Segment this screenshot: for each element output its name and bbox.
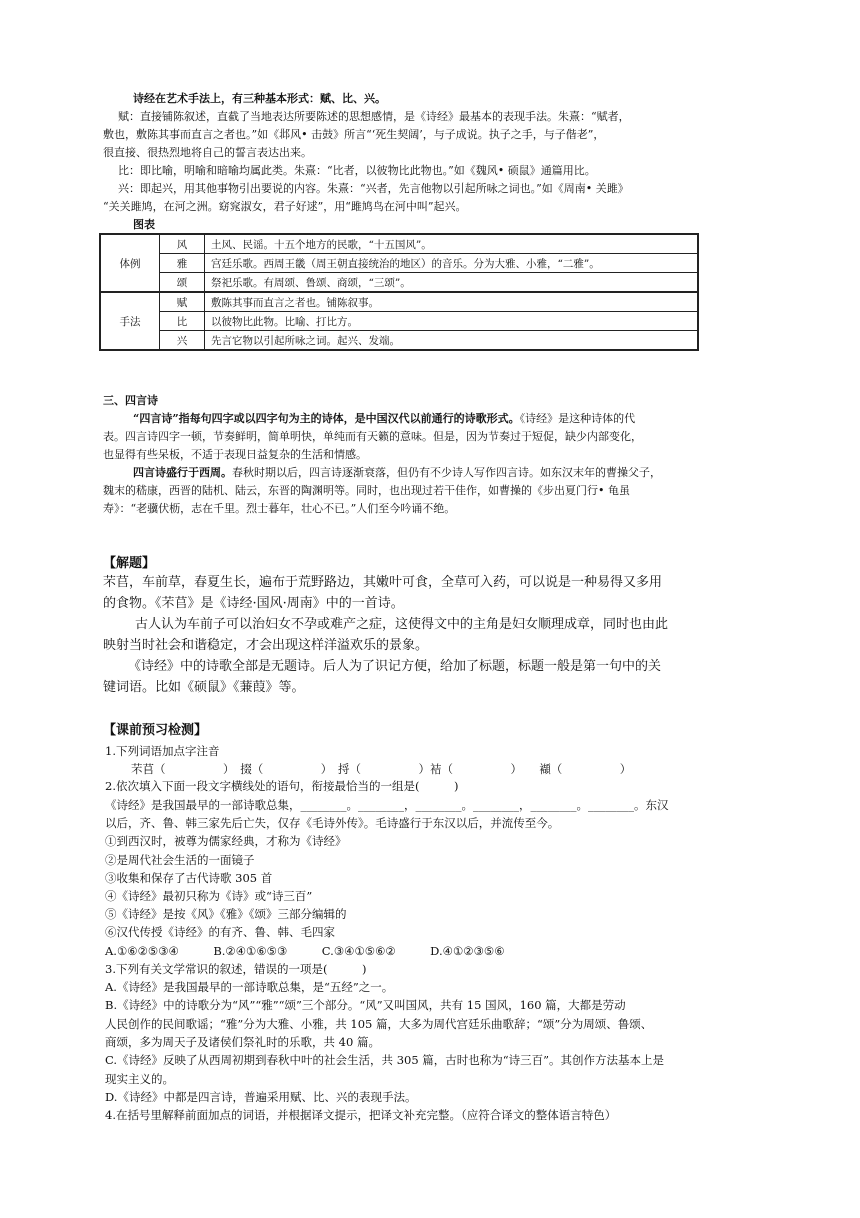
section3-p2-rest: 春秋时期以后，四言诗逐渐衰落，但仍有不少诗人写作四言诗。如东汉末年的曹操父子， (232, 466, 661, 479)
jieti-line-1: 芣苢，车前草，春夏生长，遍布于荒野路边，其嫩叶可食，全草可入药，可以说是一种易得又多用 (103, 575, 663, 590)
section3-p1-line-3: 也显得有些呆板，不适于表现日益复杂的生活和情感。 (103, 448, 367, 461)
jieti-line-3: 古人认为车前子可以治妇女不孕或难产之症，这使得文中的主角是妇女顺理成章，同时也由此 (135, 617, 669, 632)
xing-line-1: 兴：即起兴，用其他事物引出要说的内容。朱熹：“兴者，先言他物以引起所咏之词也。”如《周南• 关雎》 (118, 182, 629, 195)
q2-option-4: ④《诗经》最初只称为《诗》或“诗三百” (105, 889, 313, 903)
table-key: 赋 (160, 292, 205, 312)
section3-title: 三、四言诗 (103, 394, 158, 407)
table-key: 兴 (160, 331, 205, 351)
q3-choice-d: D.《诗经》中都是四言诗，普遍采用赋、比、兴的表现手法。 (105, 1090, 417, 1104)
xing-line-2: “关关雎鸠，在河之洲。窈窕淑女，君子好逑”，用“雎鸠鸟在河中叫”起兴。 (103, 200, 467, 213)
q3-choice-a: A.《诗经》是我国最早的一部诗歌总集，是“五经”之一。 (105, 980, 394, 994)
jieti-line-4: 映射当时社会和谐稳定，才会出现这样洋溢欢乐的景象。 (103, 638, 429, 653)
group-tili: 体例 (100, 234, 160, 292)
q2-text: 2.依次填入下面一段文字横线处的语句，衔接最恰当的一组是( ) (105, 779, 459, 793)
group-shoufa: 手法 (100, 292, 160, 350)
q2-passage-2: 以后，齐、鲁、韩三家先后亡失，仅存《毛诗外传》。毛诗盛行于东汉以后，并流传至今。 (105, 816, 560, 830)
intro-heading: 诗经在艺术手法上，有三种基本形式：赋、比、兴。 (133, 92, 386, 105)
bi-line-1: 比：即比喻，明喻和暗喻均属此类。朱熹：“比者，以彼物比此物也。”如《魏风• 硕鼠》通篇用比。 (118, 164, 596, 177)
section3-p1-rest: 《诗经》是这种诗体的代 (519, 412, 636, 425)
table-value: 以彼物比此物。比喻、打比方。 (205, 312, 699, 331)
q2-passage-1: 《诗经》是我国最早的一部诗歌总集，________。________，________。________，________。________。东汉 (105, 798, 669, 812)
q2-option-2: ②是周代社会生活的一面镜子 (105, 853, 255, 867)
section3-p2-bold: 四言诗盛行于西周。 (133, 466, 232, 479)
q2-option-1: ①到西汉时，被尊为儒家经典，才称为《诗经》 (105, 834, 347, 848)
jieti-line-5: 《诗经》中的诗歌全部是无题诗。后人为了识记方便，给加了标题，标题一般是第一句中的关 (128, 659, 662, 674)
q3-choice-c-line-2: 现实主义的。 (105, 1072, 174, 1086)
q3-choice-b-line-3: 商颂，多为周天子及诸侯们祭礼时的乐歌，共 40 篇。 (105, 1035, 380, 1049)
table-value: 宫廷乐歌。西周王畿（周王朝直接统治的地区）的音乐。分为大雅、小雅，“二雅”。 (205, 254, 699, 273)
table-key: 雅 (160, 254, 205, 273)
section3-p2-line-3: 寿》：“老骥伏枥，志在千里。烈士暮年，壮心不已。”人们至今吟诵不绝。 (103, 502, 456, 515)
q1-text: 1.下列词语加点字注音 (105, 744, 220, 758)
q4-text: 4.在括号里解释前面加点的词语，并根据译文提示，把译文补充完整。（应符合译文的整体语言特色） (105, 1108, 617, 1122)
section3-p2-line-1 (133, 465, 661, 480)
q2-option-6: ⑥汉代传授《诗经》的有齐、鲁、韩、毛四家 (105, 925, 335, 939)
jieti-line-6: 键词语。比如《硕鼠》《蒹葭》等。 (103, 680, 305, 695)
section3-p1-line-1 (133, 411, 635, 426)
preview-title: 【课前预习检测】 (103, 723, 208, 738)
jieti-title: 【解题】 (103, 556, 156, 571)
table-key: 比 (160, 312, 205, 331)
table-label: 图表 (133, 218, 155, 231)
fu-line-1: 赋：直接铺陈叙述，直截了当地表达所要陈述的思想感情，是《诗经》最基本的表现手法。朱熹：“赋者， (118, 110, 630, 123)
table-value: 先言它物以引起所咏之词。起兴、发端。 (205, 331, 699, 351)
q3-choice-b-line-1: B.《诗经》中的诗歌分为“风”“雅”“颂”三个部分。“风”又叫国风，共有 15 国风，160 篇，大都是劳动 (105, 998, 626, 1012)
table-value: 敷陈其事而直言之者也。铺陈叙事。 (205, 292, 699, 312)
table-value: 祭祀乐歌。有周颂、鲁颂、商颂，“三颂”。 (205, 273, 699, 293)
fu-line-2: 敷也，敷陈其事而直言之者也。”如《邶风• 击鼓》所言“‘死生契阔’，与子成说。执子之手，与子偕老”， (103, 128, 605, 141)
q1-items: 芣苢（ ） 掇（ ） 捋（ ）袺（ ） 襭（ ） (131, 762, 632, 776)
fu-line-3: 很直接、很热烈地将自己的誓言表达出来。 (103, 146, 312, 159)
q2-choices: A.①⑥②⑤③④ B.②④①⑥⑤③ C.③④①⑤⑥② D.④①②③⑤⑥ (105, 944, 505, 958)
table-value: 土风、民谣。十五个地方的民歌，“十五国风”。 (205, 234, 699, 254)
section3-p2-line-2: 魏末的嵇康，西晋的陆机、陆云，东晋的陶渊明等。同时，也出现过若干佳作，如曹操的《步出夏门行• 龟虽 (103, 484, 630, 497)
q2-option-3: ③收集和保存了古代诗歌 305 首 (105, 871, 273, 885)
section3-p1-bold: “四言诗”指每句四字或以四字句为主的诗体，是中国汉代以前通行的诗歌形式。 (133, 412, 520, 425)
q3-choice-c-line-1: C.《诗经》反映了从西周初期到春秋中叶的社会生活，共 305 篇，古时也称为“诗三百”。其创作方法基本上是 (105, 1053, 665, 1067)
table-key: 风 (160, 234, 205, 254)
jieti-line-2: 的食物。《芣苢》是《诗经·国风·周南》中的一首诗。 (103, 596, 404, 611)
q3-choice-b-line-2: 人民创作的民间歌谣；“雅”分为大雅、小雅，共 105 篇，大多为周代宫廷乐曲歌辞；“颂”分为周颂、鲁颂、 (105, 1017, 653, 1031)
table-key: 颂 (160, 273, 205, 293)
poetry-table (99, 233, 699, 351)
q3-text: 3.下列有关文学常识的叙述，错误的一项是( ) (105, 962, 367, 976)
section3-p1-line-2: 表。四言诗四字一顿，节奏鲜明，简单明快，单纯而有天籁的意味。但是，因为节奏过于短促，缺少内部变化， (103, 430, 642, 443)
q2-option-5: ⑤《诗经》是按《风》《雅》《颂》三部分编辑的 (105, 907, 347, 921)
